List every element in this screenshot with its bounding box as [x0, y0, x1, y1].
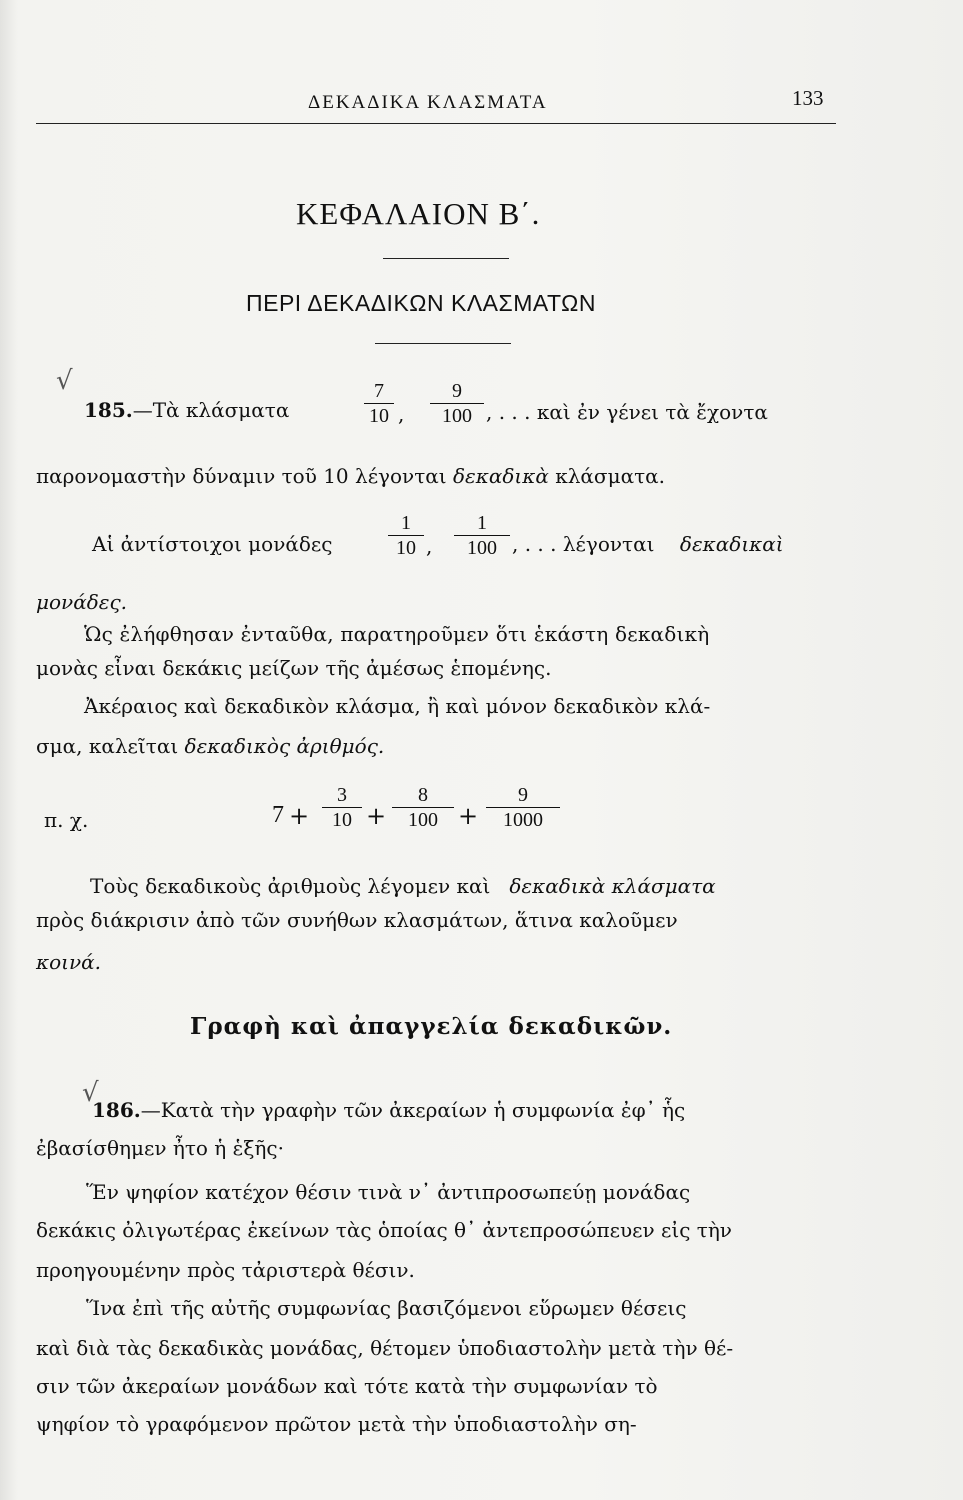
- paragraph-185-line: μονὰς εἶναι δεκάκις μείζων τῆς ἀμέσως ἑπομένης.: [36, 656, 552, 680]
- section-number: 186.: [92, 1098, 141, 1122]
- page-number: 133: [792, 86, 824, 110]
- paragraph-185-line: Αἱ ἀντίστοιχοι μονάδες: [92, 532, 333, 556]
- comma: ,: [398, 402, 405, 426]
- header-rule: [36, 123, 836, 124]
- chapter-title: ΚΕΦΑΛΑΙΟΝ Β΄.: [296, 196, 541, 231]
- paragraph-185-line: , . . . καὶ ἐν γένει τὰ ἔχοντα: [486, 400, 768, 424]
- paragraph-185-line: Ὡς ἐλήφθησαν ἐνταῦθα, παρατηροῦμεν ὅτι ἑκάστη δεκαδικὴ: [84, 622, 710, 646]
- paragraph-185-line: , . . . λέγονται δεκαδικαὶ: [512, 532, 784, 556]
- fraction: 3 10: [322, 784, 362, 831]
- paragraph-186-line: προηγουμένην πρὸς τἀριστερὰ θέσιν.: [36, 1258, 415, 1282]
- paragraph-185-line: παρονομαστὴν δύναμιν τοῦ 10 λέγονται δεκαδικὰ κλάσματα.: [36, 464, 666, 488]
- section-number: 185.: [84, 398, 133, 422]
- paragraph-185-line: κοινά.: [36, 950, 102, 974]
- section-title: ΠΕΡΙ ΔΕΚΑΔΙΚΩΝ ΚΛΑΣΜΑΤΩΝ: [246, 290, 596, 316]
- plus-sign: +: [458, 802, 479, 830]
- running-title: ΔΕΚΑΔΙΚΑ ΚΛΑΣΜΑΤΑ: [308, 92, 548, 113]
- divider: [383, 258, 509, 259]
- margin-check-mark: √: [82, 1078, 99, 1108]
- margin-check-mark: √: [56, 366, 73, 396]
- paragraph-185-line: μονάδες.: [36, 590, 128, 614]
- paragraph-186-line: Ἕν ψηφίον κατέχον θέσιν τινὰ ν᾿ ἀντιπροσωπεύῃ μονάδας: [86, 1180, 691, 1204]
- integer-term: 7: [272, 802, 284, 828]
- fraction: 9 1000: [486, 784, 560, 831]
- paragraph-185-line: Τοὺς δεκαδικοὺς ἀριθμοὺς λέγομεν καὶ δεκαδικὰ κλάσματα: [90, 874, 716, 898]
- fraction: 8 100: [392, 784, 454, 831]
- paragraph-185-line: πρὸς διάκρισιν ἀπὸ τῶν συνήθων κλασμάτων, ἅτινα καλοῦμεν: [36, 908, 678, 932]
- paragraph-185-line: Ἀκέραιος καὶ δεκαδικὸν κλάσμα, ἢ καὶ μόνον δεκαδικὸν κλά-: [84, 694, 711, 718]
- fraction: 1 10: [388, 512, 424, 559]
- paragraph-186-line: Ἵνα ἐπὶ τῆς αὐτῆς συμφωνίας βασιζόμενοι εὕρωμεν θέσεις: [86, 1296, 687, 1320]
- paragraph-186-line: σιν τῶν ἀκεραίων μονάδων καὶ τότε κατὰ τὴν συμφωνίαν τὸ: [36, 1374, 658, 1398]
- paragraph-185-line: 185.—Τὰ κλάσματα: [84, 398, 290, 422]
- fraction: 1 100: [454, 512, 510, 559]
- paragraph-186-line: ψηφίον τὸ γραφόμενον πρῶτον μετὰ τὴν ὑποδιαστολὴν ση-: [36, 1412, 637, 1436]
- fraction: 9 100: [430, 380, 484, 427]
- paragraph-186-line: δεκάκις ὀλιγωτέρας ἐκείνων τὰς ὁποίας θ᾿ ἀντεπροσώπευεν εἰς τὴν: [36, 1218, 732, 1242]
- paragraph-186-line: 186.—Κατὰ τὴν γραφὴν τῶν ἀκεραίων ἡ συμφωνία ἐφ᾿ ἧς: [92, 1098, 686, 1122]
- fraction: 7 10: [364, 380, 394, 427]
- paragraph-185-line: σμα, καλεῖται δεκαδικὸς ἀριθμός.: [36, 734, 385, 758]
- paragraph-186-line: ἐβασίσθημεν ἦτο ἡ ἑξῆς·: [36, 1136, 284, 1160]
- subheading: Γραφὴ καὶ ἀπαγγελία δεκαδικῶν.: [190, 1013, 673, 1040]
- plus-sign: +: [289, 802, 310, 830]
- divider: [375, 343, 511, 344]
- plus-sign: +: [366, 802, 387, 830]
- paragraph-186-line: καὶ διὰ τὰς δεκαδικὰς μονάδας, θέτομεν ὑποδιαστολὴν μετὰ τὴν θέ-: [36, 1336, 734, 1360]
- comma: ,: [426, 534, 433, 558]
- example-label: π. χ.: [44, 808, 89, 832]
